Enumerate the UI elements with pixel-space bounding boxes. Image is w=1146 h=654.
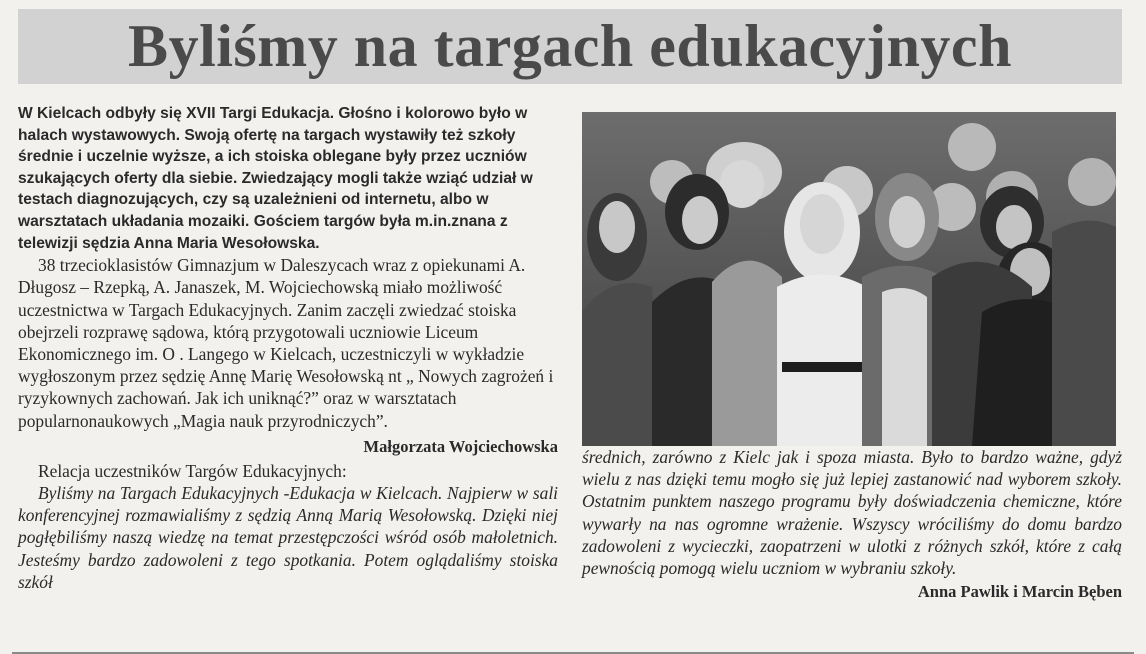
article-body: 38 trzecioklasistów Gimnazjum w Daleszycach wraz z opiekunami A. Długosz – Rzepką, A. Janaszek, M. Wojciechowską miało możliwość uczestnictwa w Targach Edukacyjnych. Zanim zaczęli zwiedzać stoiska obejrzeli rozprawę sądowa, którą przygotowali uczniowie Liceum Ekonomicznego im. O . Langego w Kielcach, uczestniczyli w wykładzie wygłoszonym przez sędzię Annę Marię Wesołowską nt „ Nowych zagrożeń i ryzykownych zachowań. Jak ich uniknąć?” oraz w warsztatach popularnonaukowych „Magia nauk przyrodniczych”. [18, 255, 554, 431]
article-title: Byliśmy na targach edukacyjnych [128, 13, 1012, 79]
relation-text-right: średnich, zarówno z Kielc jak i spoza miasta. Było to bardzo ważne, gdyż wielu z nas dzięki temu mogło się już lepiej zastanowić nad wyborem szkoły. Ostatnim punktem naszego programu były doświadczenia chemiczne, które wywarły na nas ogromne wrażenie. Wszyscy wróciliśmy do domu bardzo zadowoleni z wycieczki, zaopatrzeni w ulotki z różnych szkół, które z całą pewnością pomogą wielu uczniom w wybraniu szkoły. [582, 447, 1122, 579]
author-signature: Małgorzata Wojciechowska [363, 436, 558, 456]
group-photo-image [582, 112, 1116, 446]
title-band [18, 9, 1122, 84]
right-column [582, 112, 1122, 603]
relation-intro: Relacja uczestników Targów Edukacyjnych: [38, 460, 347, 481]
left-column [18, 103, 558, 593]
relation-text-left: Byliśmy na Targach Edukacyjnych -Edukacja w Kielcach. Najpierw w sali konferencyjnej rozmawialiśmy z sędzią Anną Marią Wesołowską. Dzięki niej pogłębiliśmy naszą wiedzę na temat przestępczości wśród osób małoletnich. Jesteśmy bardzo zadowoleni z tego spotkania. Potem oglądaliśmy stoiska szkół [18, 482, 558, 592]
article-lead: W Kielcach odbyły się XVII Targi Edukacja. Głośno i kolorowo było w halach wystawowych. Swoją ofertę na targach wystawiły też szkoły średnie i uczelnie wyższe, a ich stoiska oblegane były przez uczniów szukających oferty dla siebie. Zwiedzający mogli także wziąć udział w testach diagnozujących, czy są uzależnieni od internetu, albo w warsztatach układania mozaiki. Gościem targów była m.in.znana z telewizji sędzia Anna Maria Wesołowska. [18, 105, 533, 252]
students-signature: Anna Pawlik i Marcin Bęben [917, 582, 1122, 602]
group-photo [582, 112, 1116, 446]
